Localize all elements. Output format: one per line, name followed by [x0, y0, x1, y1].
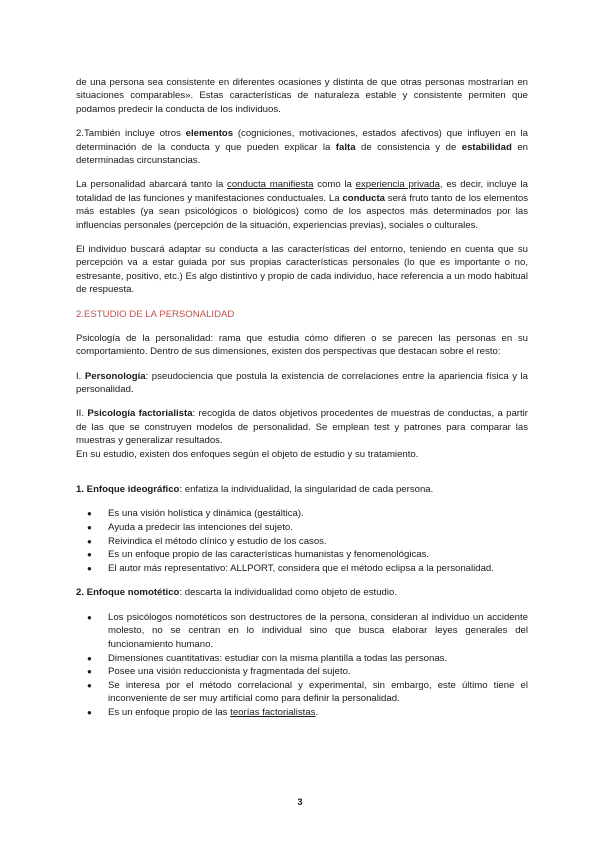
text: : descarta la individualidad como objeto de estudio.: [179, 587, 398, 599]
text: , es decir, incluye la totalidad de las funciones y manifestaciones conductuales. La: [76, 179, 528, 204]
bullet-icon: ●: [87, 667, 92, 677]
list-item: [76, 507, 528, 521]
list-item: [76, 521, 528, 535]
list-item-text: Los psicólogos nomotéticos son destructores de la persona, consideran al individuo un accidente molesto, no se centran en lo individual sino que busca elaborar leyes generales del funcionamiento humano.: [108, 611, 528, 650]
list-item-text: El autor más representativo: ALLPORT, considera que el método eclipsa a la personalidad.: [108, 562, 494, 574]
list-item: [76, 535, 528, 549]
page-number: 3: [297, 797, 303, 807]
list-item-text: Ayuda a predecir las intenciones del sujeto.: [108, 521, 293, 533]
paragraph-psychology-definition: Psicología de la personalidad: rama que estudia cómo difieren o se parecen las personas en su comportamiento. Dentro de sus dimensiones, existen dos perspectivas que destacan sobre el resto:: [76, 332, 528, 358]
list-item: [76, 548, 528, 562]
bold-term: Psicología factorialista: [87, 408, 193, 420]
paragraph-personology: [76, 370, 528, 397]
list-item-text: Reivindica el método clínico y estudio de los casos.: [108, 535, 327, 547]
bullet-icon: ●: [87, 550, 92, 560]
bold-heading: 1. Enfoque ideográfico: [76, 483, 180, 495]
list-item-text: Es un enfoque propio de las características humanistas y fenomenológicas.: [108, 549, 430, 561]
paragraph-factorialist: [76, 407, 528, 447]
bullet-icon: ●: [87, 707, 92, 717]
list-item: [76, 679, 528, 706]
text: : pseudociencia que postula la existencia de correlaciones entre la apariencia física y la personalidad.: [76, 370, 528, 395]
text: II.: [76, 408, 88, 420]
list-item-text: Posee una visión reduccionista y fragmentada del sujeto.: [108, 666, 351, 678]
ideographic-list: [76, 507, 528, 575]
underlined-term: teorías factorialistas: [230, 706, 316, 718]
bullet-icon: ●: [87, 563, 92, 573]
list-item-text: Es una visión holística y dinámica (gestáltica).: [108, 508, 304, 520]
bold-heading: 2. Enfoque nomotético: [76, 587, 180, 599]
bullet-icon: ●: [87, 612, 92, 622]
list-item: [76, 652, 528, 666]
list-item: [76, 611, 528, 652]
bullet-icon: ●: [87, 522, 92, 532]
bold-term: elementos: [185, 128, 234, 140]
text: será fruto tanto de los elementos más estables (ya sean psicológicos o biológicos) como de los aspectos más determinados por las influencias personales (percepción de la situación, experiencias previas), sociales o culturales.: [76, 192, 528, 231]
list-item-text: Dimensiones cuantitativas: estudiar con la misma plantilla a todas las personas.: [108, 652, 448, 664]
list-item-text: .: [315, 706, 319, 718]
nomothetic-list: [76, 611, 528, 720]
paragraph-adaptation: El individuo buscará adaptar su conducta a las características del entorno, teniendo en cuenta que su percepción va a estar guiada por sus propias características personales (lo que es importante o no, estresante, positivo, etc.) Es algo distintivo y propio de cada individuo, hace referencia a un modo habitual de respuesta.: [76, 244, 528, 296]
list-item: [76, 665, 528, 679]
text: como la: [313, 179, 356, 191]
bold-term: estabilidad: [461, 141, 512, 153]
text: en determinadas circunstancias.: [76, 141, 529, 167]
text: 2.También incluye otros: [76, 128, 186, 140]
section-title: 2.ESTUDIO DE LA PERSONALIDAD: [76, 308, 235, 320]
bullet-icon: ●: [87, 536, 92, 546]
bold-term: Personología: [84, 370, 146, 382]
heading-nomothetic: [76, 586, 528, 599]
bullet-icon: ●: [87, 653, 92, 663]
paragraph-consistency: de una persona sea consistente en diferentes ocasiones y distinta de que otras personas mostrarían en situaciones comparables». Estas características de naturaleza estable y consistente permiten que podamos predecir la conducta de los individuos.: [76, 77, 528, 115]
paragraph-elements: [76, 127, 528, 167]
list-item: [76, 562, 528, 576]
bullet-icon: ●: [87, 680, 92, 690]
list-item: [76, 706, 528, 720]
bullet-icon: ●: [87, 509, 92, 519]
paragraph-approaches-intro: En su estudio, existen dos enfoques según el objeto de estudio y su tratamiento.: [76, 448, 419, 460]
bold-term: falta: [335, 141, 356, 153]
bold-term: conducta: [342, 192, 386, 204]
heading-ideographic: [76, 483, 528, 496]
text: : recogida de datos objetivos procedentes de muestras de conductas, a partir de las que se construyen modelos de personalidad. Se emplean test y patrones para comparar las muestras y generalizar resultados.: [76, 408, 528, 447]
text: (cogniciones, motivaciones, estados afectivos) que influyen en la determinación de la conducta y que pueden explicar la: [76, 128, 529, 153]
underlined-term: experiencia privada: [355, 179, 440, 191]
list-item-text: Es un enfoque propio de las: [108, 706, 231, 718]
list-item-text: Se interesa por el método correlacional y experimental, sin embargo, este último tiene el inconveniente de ser muy artificial como para definir la personalidad.: [108, 679, 528, 705]
text: : enfatiza la individualidad, la singularidad de cada persona.: [179, 483, 434, 495]
text: La personalidad abarcará tanto la: [76, 179, 228, 191]
paragraph-scope: [76, 178, 528, 232]
text: I.: [76, 370, 85, 382]
underlined-term: conducta manifiesta: [227, 179, 314, 191]
text: de consistencia y de: [355, 141, 462, 153]
